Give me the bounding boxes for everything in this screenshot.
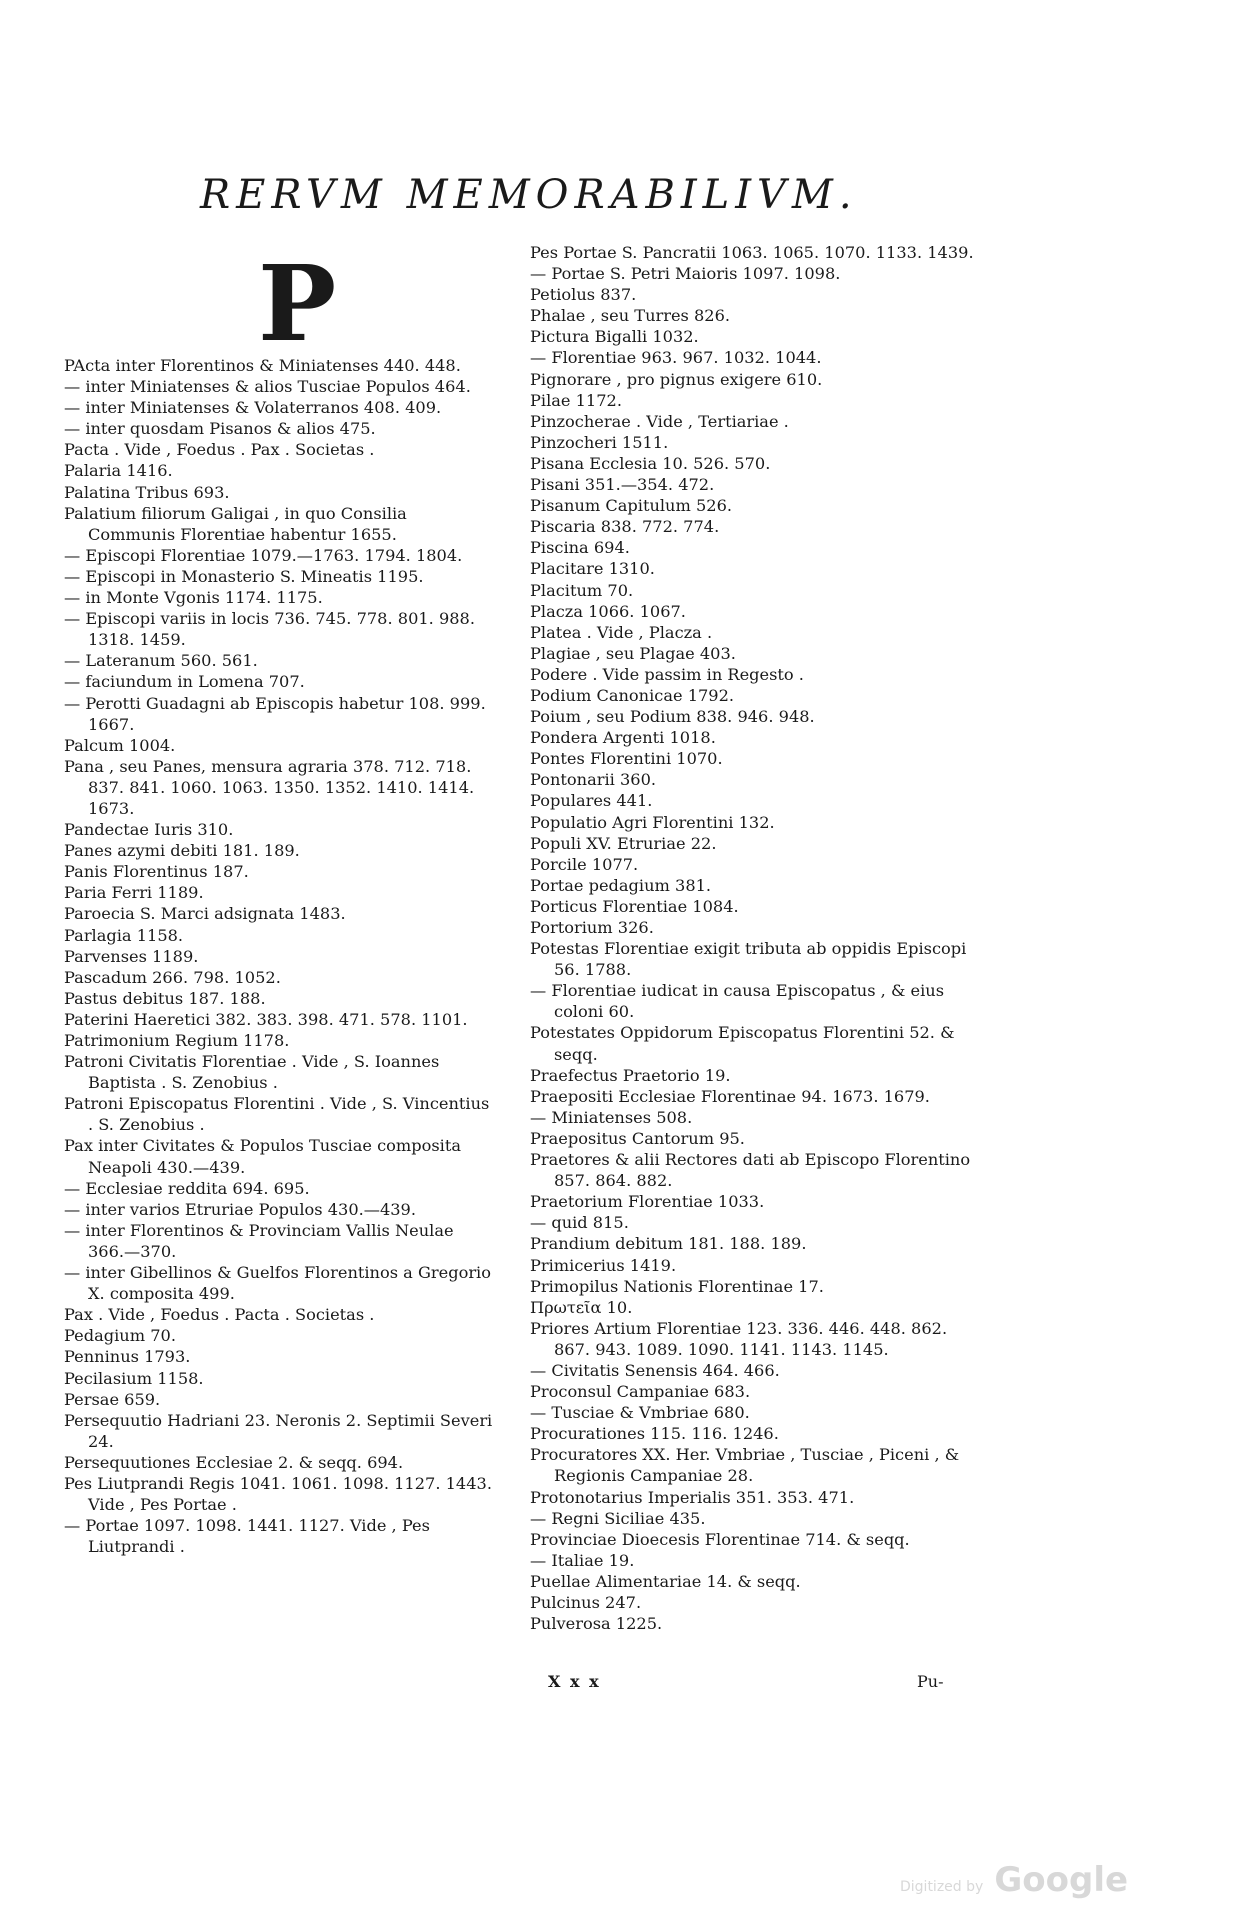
index-entry: Palaria 1416. <box>64 461 173 481</box>
index-entry: Persequutiones Ecclesiae 2. & seqq. 694. <box>64 1452 404 1472</box>
index-entry: Palatina Tribus 693. <box>64 482 230 502</box>
drop-cap-letter: P <box>258 242 337 365</box>
index-entry: Praepositus Cantorum 95. <box>530 1128 745 1148</box>
index-entry: — inter Miniatenses & alios Tusciae Populos 464. <box>64 377 471 397</box>
index-entry: Praetorium Florentiae 1033. <box>530 1192 765 1212</box>
index-entry: Pascadum 266. 798. 1052. <box>64 967 281 987</box>
index-entry: Petiolus 837. <box>530 285 637 305</box>
index-entry: Platea . Vide , Placza . <box>530 622 713 642</box>
index-entry: — Civitatis Senensis 464. 466. <box>530 1360 780 1380</box>
index-entry: Procuratores XX. Her. Vmbriae , Tusciae , Piceni , & Regionis Campaniae 28. <box>530 1445 960 1486</box>
index-entry: Paroecia S. Marci adsignata 1483. <box>64 904 346 924</box>
index-entry: Porticus Florentiae 1084. <box>530 896 739 916</box>
index-entry: Pedagium 70. <box>64 1326 176 1346</box>
index-entry: Pastus debitus 187. 188. <box>64 988 266 1008</box>
index-entry: Plagiae , seu Plagae 403. <box>530 643 736 663</box>
index-entry: PActa inter Florentinos & Miniatenses 440. 448. <box>64 356 461 375</box>
index-entry: Primopilus Nationis Florentinae 17. <box>530 1276 824 1296</box>
page-title: RERVM MEMORABILIVM. <box>200 172 858 218</box>
index-entry: Potestas Florentiae exigit tributa ab oppidis Episcopi 56. 1788. <box>530 939 967 980</box>
index-entry: Pontonarii 360. <box>530 770 657 790</box>
index-entry: — Lateranum 560. 561. <box>64 651 258 671</box>
index-entry: Patroni Episcopatus Florentini . Vide , S. Vincentius . S. Zenobius . <box>64 1094 490 1135</box>
index-entry: Populi XV. Etruriae 22. <box>530 833 717 853</box>
index-entry: — Perotti Guadagni ab Episcopis habetur 108. 999. 1667. <box>64 693 486 734</box>
index-entry: Portorium 326. <box>530 918 654 937</box>
index-entry: Prandium debitum 181. 188. 189. <box>530 1234 807 1254</box>
index-entry: — inter quosdam Pisanos & alios 475. <box>64 419 376 439</box>
index-entry: Piscina 694. <box>530 538 630 558</box>
index-entry: Proconsul Campaniae 683. <box>530 1382 751 1402</box>
index-entry: — Florentiae iudicat in causa Episcopatus , & eius coloni 60. <box>530 981 944 1022</box>
index-entry: Pondera Argenti 1018. <box>530 728 716 748</box>
index-entry: Pisanum Capitulum 526. <box>530 496 733 516</box>
index-entry: Persequutio Hadriani 23. Neronis 2. Septimii Severi 24. <box>64 1410 493 1451</box>
index-entry: Potestates Oppidorum Episcopatus Florentini 52. & seqq. <box>530 1023 955 1064</box>
watermark-prefix: Digitized by <box>900 1879 984 1895</box>
signature-mark: X x x <box>548 1672 601 1691</box>
index-entry: — Tusciae & Vmbriae 680. <box>530 1403 750 1423</box>
index-entry: Parlagia 1158. <box>64 925 184 945</box>
index-entry: — in Monte Vgonis 1174. 1175. <box>64 588 323 608</box>
index-entry: Priores Artium Florentiae 123. 336. 446. 448. 862. 867. 943. 1089. 1090. 1141. 1143. 1145. <box>530 1318 948 1359</box>
index-entry: — Miniatenses 508. <box>530 1107 693 1127</box>
index-column-left <box>64 355 494 1557</box>
index-entry: Pictura Bigalli 1032. <box>530 327 699 347</box>
index-entry: Patrimonium Regium 1178. <box>64 1031 290 1050</box>
watermark-brand: Google <box>994 1860 1129 1900</box>
index-entry: Pandectae Iuris 310. <box>64 820 234 840</box>
index-entry: Pisani 351.—354. 472. <box>530 475 715 495</box>
index-entry: — Regni Siciliae 435. <box>530 1508 706 1528</box>
index-entry: Πρωτεῖα 10. <box>530 1297 633 1317</box>
index-entry: — Episcopi Florentiae 1079.—1763. 1794. 1804. <box>64 545 463 565</box>
index-entry: Praefectus Praetorio 19. <box>530 1065 731 1085</box>
index-entry: Pax . Vide , Foedus . Pacta . Societas . <box>64 1305 375 1325</box>
index-entry: Pulverosa 1225. <box>530 1614 663 1634</box>
index-entry: Praetores & alii Rectores dati ab Episcopo Florentino 857. 864. 882. <box>530 1150 971 1191</box>
index-entry: — Episcopi variis in locis 736. 745. 778. 801. 988. 1318. 1459. <box>64 609 475 650</box>
index-entry: Pulcinus 247. <box>530 1593 642 1612</box>
index-entry: Pes Liutprandi Regis 1041. 1061. 1098. 1127. 1443. Vide , Pes Portae . <box>64 1473 492 1515</box>
index-entry: — Portae S. Petri Maioris 1097. 1098. <box>530 264 841 284</box>
index-entry: Panes azymi debiti 181. 189. <box>64 841 300 861</box>
index-entry: Placitare 1310. <box>530 559 655 579</box>
index-entry: Praepositi Ecclesiae Florentinae 94. 1673. 1679. <box>530 1086 930 1106</box>
index-entry: Pontes Florentini 1070. <box>530 749 723 769</box>
index-entry: Piscaria 838. 772. 774. <box>530 517 720 537</box>
index-entry: Primicerius 1419. <box>530 1255 677 1275</box>
index-entry: Parvenses 1189. <box>64 946 199 966</box>
index-entry: Podium Canonicae 1792. <box>530 685 735 705</box>
index-entry: — inter Gibellinos & Guelfos Florentinos a Gregorio X. composita 499. <box>64 1263 491 1304</box>
index-entry: Pignorare , pro pignus exigere 610. <box>530 369 823 389</box>
index-entry: — faciundum in Lomena 707. <box>64 672 305 692</box>
index-entry: Portae pedagium 381. <box>530 875 712 895</box>
index-entry: Porcile 1077. <box>530 854 639 874</box>
index-entry: Populatio Agri Florentini 132. <box>530 812 775 832</box>
catchword: Pu- <box>917 1672 944 1691</box>
index-entry: — Episcopi in Monasterio S. Mineatis 1195. <box>64 566 424 586</box>
index-entry: Procurationes 115. 116. 1246. <box>530 1424 779 1444</box>
index-entry: Patroni Civitatis Florentiae . Vide , S. Ioannes Baptista . S. Zenobius . <box>64 1052 440 1093</box>
index-entry: — inter Miniatenses & Volaterranos 408. 409. <box>64 398 442 418</box>
index-entry: Pes Portae S. Pancratii 1063. 1065. 1070. 1133. 1439. <box>530 243 974 262</box>
index-entry: Pilae 1172. <box>530 390 622 410</box>
index-entry: — inter varios Etruriae Populos 430.—439. <box>64 1199 417 1219</box>
index-entry: Populares 441. <box>530 791 653 811</box>
index-entry: — Portae 1097. 1098. 1441. 1127. Vide , Pes Liutprandi . <box>64 1516 430 1557</box>
index-entry: Penninus 1793. <box>64 1347 191 1367</box>
index-entry: Phalae , seu Turres 826. <box>530 306 731 326</box>
index-entry: Protonotarius Imperialis 351. 353. 471. <box>530 1487 855 1507</box>
index-entry: Placza 1066. 1067. <box>530 601 686 621</box>
index-entry: Palcum 1004. <box>64 735 176 755</box>
index-entry: Provinciae Dioecesis Florentinae 714. & seqq. <box>530 1529 910 1549</box>
index-entry: Puellae Alimentariae 14. & seqq. <box>530 1571 801 1591</box>
index-entry: Persae 659. <box>64 1389 161 1409</box>
index-entry: — inter Florentinos & Provinciam Vallis Neulae 366.—370. <box>64 1220 454 1261</box>
index-entry: Pisana Ecclesia 10. 526. 570. <box>530 453 771 473</box>
index-entry: Podere . Vide passim in Regesto . <box>530 664 804 684</box>
index-entry: Pana , seu Panes, mensura agraria 378. 712. 718. 837. 841. 1060. 1063. 1350. 1352. 1410. 1414. 1673. <box>64 756 475 818</box>
index-entry: — Ecclesiae reddita 694. 695. <box>64 1178 310 1198</box>
index-entry: Paterini Haeretici 382. 383. 398. 471. 578. 1101. <box>64 1009 468 1029</box>
index-column-right <box>530 242 975 1634</box>
index-entry: — quid 815. <box>530 1213 629 1233</box>
index-entry: Pinzocherae . Vide , Tertiariae . <box>530 411 789 431</box>
index-entry: Placitum 70. <box>530 580 634 600</box>
index-entry: — Florentiae 963. 967. 1032. 1044. <box>530 348 822 368</box>
index-entry: Paria Ferri 1189. <box>64 883 204 903</box>
index-entry: Pax inter Civitates & Populos Tusciae composita Neapoli 430.—439. <box>64 1136 461 1177</box>
index-entry: Palatium filiorum Galigai , in quo Consilia Communis Florentiae habentur 1655. <box>64 503 407 544</box>
digitized-watermark <box>900 1860 1128 1900</box>
index-entry: Pacta . Vide , Foedus . Pax . Societas . <box>64 440 375 460</box>
index-entry: Panis Florentinus 187. <box>64 862 249 882</box>
index-entry: Poium , seu Podium 838. 946. 948. <box>530 707 815 727</box>
index-entry: Pinzocheri 1511. <box>530 432 669 452</box>
index-entry: — Italiae 19. <box>530 1550 635 1570</box>
index-entry: Pecilasium 1158. <box>64 1368 204 1388</box>
